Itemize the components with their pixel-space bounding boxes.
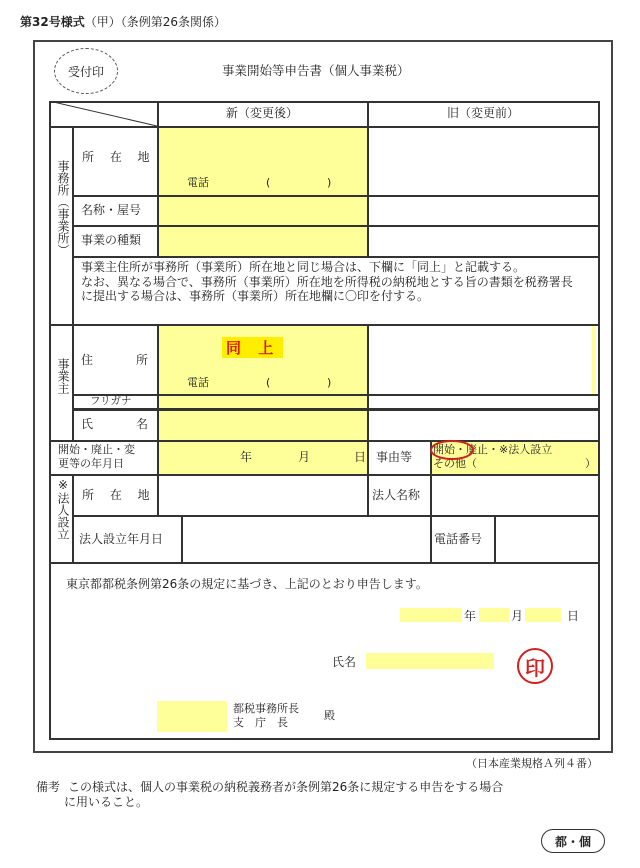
reception-stamp-label: 受付印: [67, 64, 104, 79]
owner-name-label-b: 名: [136, 417, 149, 431]
furigana-label: フリガナ: [90, 395, 132, 407]
office-note-line1: 事業主住所が事務所（事業所）所在地と同じ場合は、下欄に「同上」と記載する。: [81, 260, 526, 274]
office-note-line2: なお、異なる場合で、事務所（事業所）所在地を所得税の納税地とする旨の書類を税務署長に提出する場合は、事務所（事業所）所在地欄に〇印を付する。: [81, 274, 573, 303]
office-phone-label: 電話: [187, 176, 209, 189]
owner-address-label-a: 住: [81, 353, 94, 367]
declaration-month-input[interactable]: [479, 608, 509, 622]
divider: [72, 126, 74, 256]
reception-stamp-area: [54, 48, 118, 94]
owner-address-value[interactable]: 同 上: [222, 337, 283, 358]
divider: [49, 126, 600, 128]
reason-label: 事由等: [376, 450, 413, 464]
office-phone-paren-close: ): [327, 176, 332, 189]
remarks-label: 備考: [36, 780, 61, 794]
corp-name-label: 法人名称: [372, 488, 421, 502]
date-day-unit: 日: [354, 450, 367, 464]
reason-options[interactable]: 開始・廃止・※法人設立: [433, 443, 553, 456]
form-table: [49, 101, 600, 740]
declaration-year-input[interactable]: [400, 608, 462, 622]
divider: [72, 256, 600, 258]
divider: [157, 324, 159, 515]
change-date-input[interactable]: [158, 441, 366, 473]
form-number: 第32号様式: [20, 15, 85, 29]
divider: [49, 474, 600, 476]
owner-group-label: 事業主: [56, 358, 70, 394]
remarks-line1: この様式は、個人の事業税の納税義務者が条例第26条に規定する申告をする場合: [68, 780, 504, 794]
addressee-line1: 都税事務所長: [233, 702, 299, 715]
corp-location-label: 所 在 地: [82, 488, 156, 502]
col-header-new: 新（変更後）: [225, 106, 298, 120]
divider: [72, 256, 74, 324]
applicant-name-label: 氏名: [332, 655, 357, 669]
declaration-day-input[interactable]: [525, 608, 561, 622]
declaration-year-unit: 年: [464, 609, 477, 623]
divider: [49, 562, 600, 564]
divider: [72, 515, 600, 517]
corp-phone-label: 電話番号: [434, 532, 483, 546]
divider: [181, 515, 183, 562]
form-article: （条例第26条関係）: [120, 15, 226, 29]
seal-glyph: 印: [525, 655, 545, 680]
owner-phone-label: 電話: [187, 376, 209, 389]
divider: [430, 440, 432, 562]
form-number-heading: [20, 15, 226, 29]
owner-address-label-b: 所: [136, 353, 149, 367]
reason-other-close: ）: [585, 457, 596, 470]
remarks-line2: に用いること。: [64, 795, 149, 809]
tax-office-input[interactable]: [157, 701, 227, 732]
declaration-month-unit: 月: [511, 609, 524, 623]
office-location-label: 所 在 地: [82, 150, 156, 164]
date-month-unit: 月: [298, 450, 311, 464]
col-header-old: 旧（変更前）: [446, 106, 519, 120]
divider: [72, 408, 600, 411]
reason-other[interactable]: その他（: [433, 457, 477, 470]
divider: [72, 324, 74, 440]
office-phone-paren-open: (: [266, 176, 271, 189]
date-year-unit: 年: [240, 450, 253, 464]
document-title: 事業開始等申告書（個人事業税）: [222, 63, 410, 78]
applicant-name-input[interactable]: [366, 653, 494, 669]
business-type-label: 事業の種類: [81, 233, 142, 247]
office-note: [81, 260, 581, 304]
date-row-label-line2: 更等の年月日: [58, 457, 124, 470]
office-name-label: 名称・屋号: [81, 203, 142, 217]
owner-phone-paren-close: ): [327, 376, 332, 389]
office-group-label: 事務所（事業所）: [56, 160, 70, 256]
divider: [367, 101, 369, 256]
divider: [157, 101, 159, 256]
selected-reason-circle: [430, 440, 474, 460]
header-diagonal-line: [49, 101, 157, 126]
owner-phone-paren-open: (: [266, 376, 271, 389]
divider: [72, 225, 600, 227]
honorific: 殿: [324, 709, 335, 722]
form-category-badge: [541, 829, 605, 853]
declaration-text: 東京都都税条例第26条の規定に基づき、上記のとおり申告します。: [66, 577, 428, 591]
divider: [72, 195, 600, 197]
divider: [72, 474, 74, 562]
form-kou: （甲）: [84, 15, 121, 29]
divider: [367, 324, 369, 515]
corp-group-label: ※法人設立: [56, 478, 70, 540]
corp-established-label: 法人設立年月日: [79, 532, 164, 546]
divider: [72, 394, 600, 396]
date-row-label-line1: 開始・廃止・変: [58, 443, 135, 456]
divider: [494, 515, 496, 562]
paper-size-note: （日本産業規格Ａ列４番）: [466, 757, 598, 770]
badge-text: 都・個: [554, 834, 591, 849]
owner-name-label-a: 氏: [81, 417, 94, 431]
declaration-day-unit: 日: [567, 609, 580, 623]
seal-icon: [517, 648, 553, 684]
addressee-line2: 支 庁 長: [233, 716, 288, 729]
divider: [49, 324, 600, 326]
